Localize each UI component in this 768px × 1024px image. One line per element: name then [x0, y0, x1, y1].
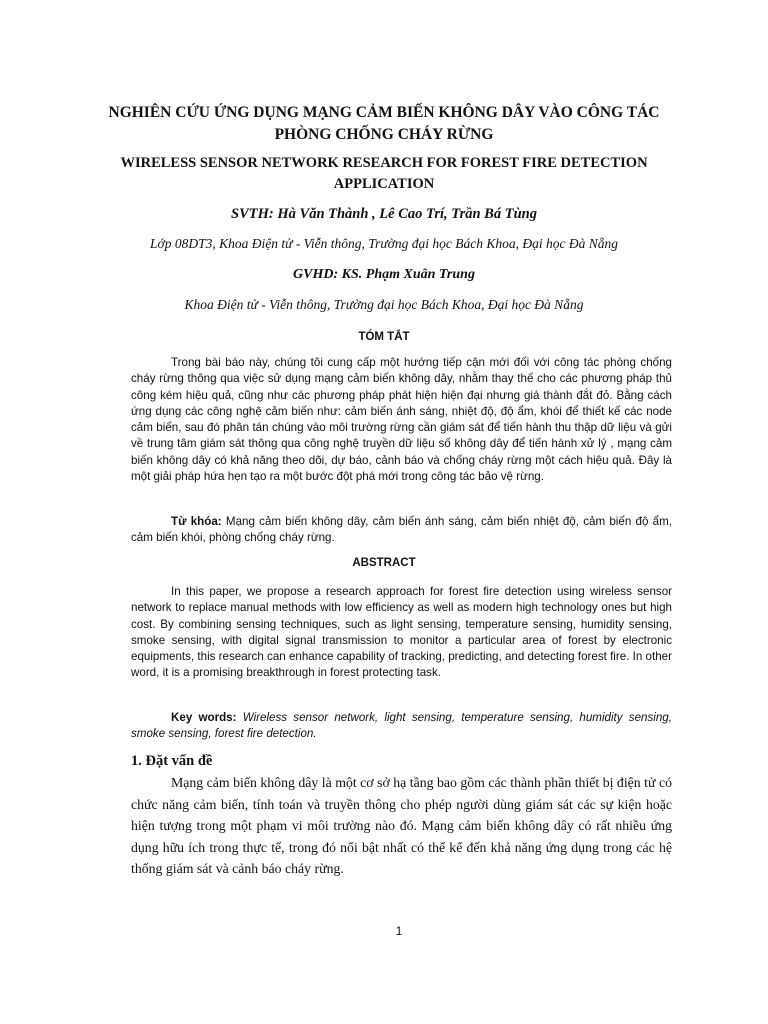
section-1-paragraph: Mạng cảm biến không dây là một cơ sở hạ tầng bao gồm các thành phần thiết bị điện tử có chức năng cảm biến, tính toán và truyền thông cho phép người dùng giám sát các sự kiện hoặc hiện tượng trong một phạm vi môi trường nào đó. Mạng cảm biến không dây có rất nhiều ứng dụng hữu ích trong thực tế, trong đó nổi bật nhất có thể kể đến khả năng ứng dụng trong các hệ thống giám sát và cảnh báo cháy rừng.: [131, 775, 672, 876]
vn-keywords: [131, 514, 672, 547]
section-1-heading: 1. Đặt vấn đề: [131, 753, 213, 769]
vn-keywords-label: Từ khóa:: [171, 515, 222, 528]
en-keywords-text: Wireless sensor network, light sensing, temperature sensing, humidity sensing, smoke sensing, forest fire detection.: [131, 711, 672, 741]
title-vietnamese: NGHIÊN CỨU ỨNG DỤNG MẠNG CẢM BIẾN KHÔNG DÂY VÀO CÔNG TÁC PHÒNG CHỐNG CHÁY RỪNG: [108, 104, 660, 143]
summary-heading: TÓM TẮT: [358, 331, 410, 343]
title-english: WIRELESS SENSOR NETWORK RESEARCH FOR FOREST FIRE DETECTION APPLICATION: [120, 155, 648, 192]
summary-paragraph: Trong bài báo này, chúng tôi cung cấp một hướng tiếp cận mới đối với công tác phòng chống cháy rừng thông qua việc sử dụng mạng cảm biến không dây, nhằm thay thế cho các phương pháp thủ công kém hiệu quả, cũng như các phương pháp phát hiện hiện đại nhưng giá thành đắt đỏ. Bằng cách ứng dụng các công nghệ cảm biến như: cảm biến ánh sáng, nhiệt độ, độ ẩm, khói để thiết kế các node cảm biến, sau đó phân tán chúng vào môi trường rừng cần giám sát để tiến hành thu thập dữ liệu và gửi về trung tâm giám sát thông qua công nghệ truyền dữ liệu số không dây để tiến hành xử lý , mạng cảm biến không dây có khả năng theo dõi, dự báo, cảnh báo và chống cháy rừng một cách hiệu quả. Đây là một giải pháp hứa hẹn tạo ra một bước đột phá mới trong công tác bảo vệ rừng.: [131, 356, 672, 484]
vn-keywords-text: Mạng cảm biến không dây, cảm biến ánh sáng, cảm biến nhiệt độ, cảm biến độ ẩm, cảm biến khói, phòng chống cháy rừng.: [131, 515, 672, 545]
advisor-line: GVHD: KS. Phạm Xuân Trung: [293, 267, 475, 282]
en-keywords-label: Key words:: [171, 711, 237, 724]
abstract-heading: ABSTRACT: [352, 557, 416, 569]
abstract-paragraph: In this paper, we propose a research approach for forest fire detection using wireless sensor network to replace manual methods with low efficiency as well as modern high technology ones but high cost. By combining sensing techniques, such as light sensing, temperature sensing, humidity sensing, smoke sensing, with digital signal transmission to monitor a particular area of forest by electronic equipments, this research can enhance capability of tracking, predicting, and detecting forest fire. In other word, it is a promising breakthrough in forest protecting task.: [131, 585, 672, 680]
advisor-affiliation: Khoa Điện tử - Viễn thông, Trường đại học Bách Khoa, Đại học Đà Nẵng: [184, 297, 584, 312]
en-keywords: [131, 710, 672, 743]
page-number: 1: [395, 924, 403, 938]
authors-line: SVTH: Hà Văn Thành , Lê Cao Trí, Trần Bá Tùng: [231, 206, 537, 222]
student-affiliation: Lớp 08DT3, Khoa Điện tử - Viễn thông, Trường đại học Bách Khoa, Đại học Đà Nẵng: [149, 236, 618, 251]
